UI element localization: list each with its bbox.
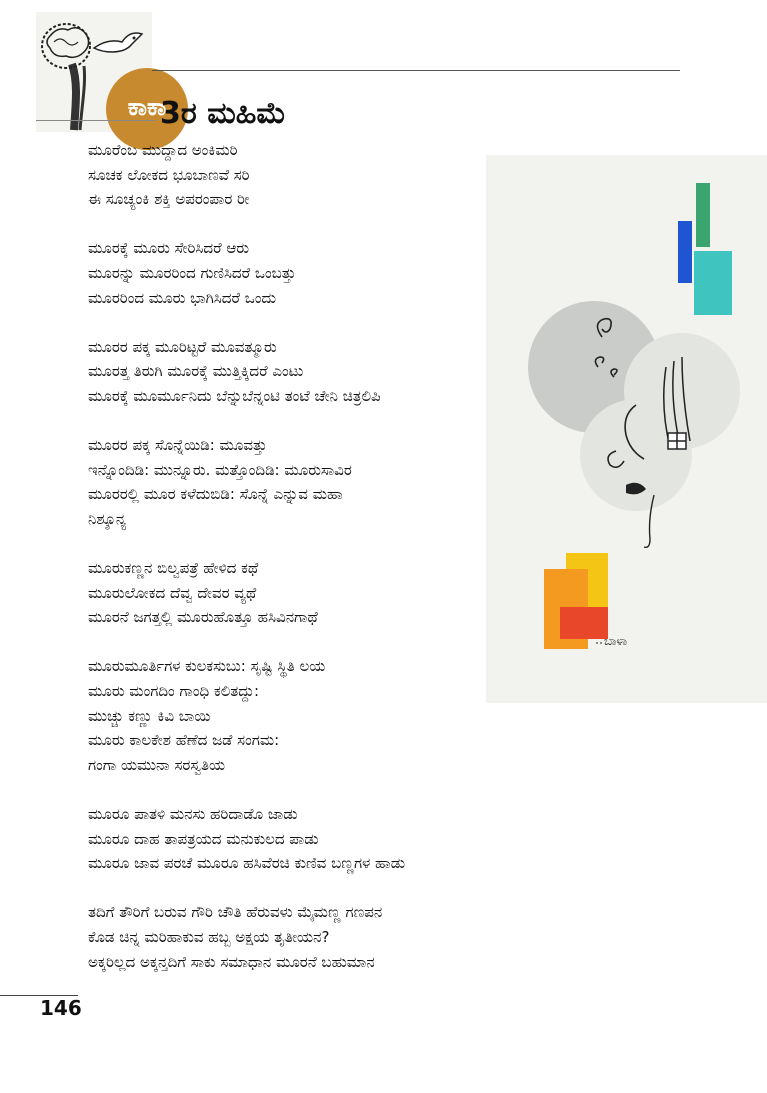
stanza: [88, 236, 518, 310]
artwork-panel: [486, 155, 767, 703]
poem-line: ಮೂರನ್ನು ಮೂರರಿಂದ ಗುಣಿಸಿದರೆ ಒಂಬತ್ತು: [88, 263, 296, 282]
poem-line: ಇನ್ನೊಂದಿಡಿ: ಮುನ್ನೂರು. ಮತ್ತೊಂದಿಡಿ: ಮೂರುಸಾವಿರ: [88, 460, 352, 479]
poem-line: ಸೂಚಕ ಲೋಕದ ಭೂಬಾಣವೆ ಸರಿ: [88, 165, 250, 184]
stanza: [88, 433, 518, 531]
poem-line: ಮೂರು ಮಂಗದಿಂ ಗಾಂಧಿ ಕಲಿತದ್ದು:: [88, 682, 260, 701]
poem-line: ಮೂರತ್ತ ತಿರುಗಿ ಮೂರಕ್ಕೆ ಮುತ್ತಿಕ್ಕಿದರೆ ಎಂಟು: [88, 362, 304, 381]
poem-line: ತದಿಗೆ ತೌರಿಗೆ ಬರುವ ಗೌರಿ ಚೌತಿ ಹೆರುವಳು ಮೈಮಣ್ಣ ಗಣಪನ: [88, 903, 383, 922]
teal-block: [694, 251, 732, 315]
poem-line: ಮೂರುಕಣ್ಣನ ಬಿಲ್ವಪತ್ರೆ ಹೇಳಿದ ಕಥೆ: [88, 559, 259, 578]
poem-line: ಗಂಗಾ ಯಮುನಾ ಸರಸ್ವತಿಯ: [88, 755, 226, 774]
page-number: 146: [40, 996, 82, 1020]
artist-signature: ಬಾಳಾ: [604, 634, 628, 648]
poem-line: ಮೂರರ ಪಕ್ಕ ಮೂರಿಟ್ಟರೆ ಮೂವತ್ಮೂರು: [88, 337, 277, 356]
poem-line: ಮೂರೂ ಪಾತಳಿ ಮನಸು ಹರಿದಾಡೊ ಜಾಡು: [88, 805, 298, 824]
poem-line: ಮುಚ್ಚು ಕಣ್ಣು ಕಿವಿ ಬಾಯಿ: [88, 706, 211, 725]
poem-line: ಮೂರರಲ್ಲಿ ಮೂರ ಕಳೆದುಬಿಡಿ: ಸೊನ್ನೆ ಎನ್ನುವ ಮಹಾ: [88, 485, 343, 504]
poem-line: ಮೂರುಲೋಕದ ದೆವ್ವ ದೇವರ ವ್ಯಥೆ: [88, 583, 257, 602]
stanza: [88, 900, 518, 974]
logo: [36, 12, 167, 132]
poem-line: ಅಕ್ಕರಿಲ್ಲದ ಅಕ್ಕನ್ತದಿಗೆ ಸಾಕು ಸಮಾಧಾನ ಮೂರನೆ ಬಹುಮಾನ: [88, 952, 375, 971]
blue-bar: [678, 221, 692, 283]
stanza: [88, 556, 518, 630]
stanza: [88, 654, 518, 777]
title-rule: [36, 120, 156, 121]
poem-line: ಮೂರೂ ಜಾವ ಪರಚೆ ಮೂರೂ ಹಸಿವೆರಚಿ ಕುಣಿವ ಬಣ್ಣಗಳ ಹಾಡು: [88, 854, 406, 873]
stanza: [88, 335, 518, 409]
poem-line: ಮೂರೂ ದಾಹ ತಾಪತ್ರಯದ ಮನುಕುಲದ ಪಾಡು: [88, 829, 319, 848]
poem-line: ಮೂರಕ್ಕೆ ಮೂರ್ಮೂನಿದು ಬೆನ್ನುಬೆನ್ನಂಟಿ ತಂಟೆ ಚೇನಿ ಚಿತ್ರಲಿಪಿ: [88, 386, 381, 405]
poem-line: ಮೂರೆಂಬ ಮುದ್ದಾದ ಅಂಕಿಮರಿ: [88, 141, 238, 159]
stanza: [88, 802, 518, 876]
poem-title: 3ರ ಮಹಿಮೆ: [160, 96, 287, 131]
red-block: [560, 607, 608, 639]
header-rule: [152, 70, 680, 71]
stanza: [88, 138, 518, 212]
poem-line: ಮೂರುಮೂರ್ತಿಗಳ ಕುಲಕಸುಬು: ಸೃಷ್ಟಿ ಸ್ಥಿತಿ ಲಯ: [88, 657, 326, 676]
poem-line: ಮೂರನೆ ಜಗತ್ತಲ್ಲಿ ಮೂರುಹೊತ್ತೂ ಹಸಿವಿನಗಾಥೆ: [88, 608, 318, 627]
poem-line: ಮೂರರಿಂದ ಮೂರು ಭಾಗಿಸಿದರೆ ಒಂದು: [88, 288, 276, 307]
poem-line: ಮೂರರ ಪಕ್ಕ ಸೊನ್ನೆಯಿಡಿ: ಮೂವತ್ತು: [88, 436, 267, 455]
poem-line: ಮೂರಕ್ಕೆ ಮೂರು ಸೇರಿಸಿದರೆ ಆರು: [88, 239, 249, 258]
abstract-artwork: [486, 155, 767, 703]
poem-line: ಈ ಸೂಚ್ಯಂಕಿ ಶಕ್ತಿ ಅಪರಂಪಾರ ರೀ: [88, 190, 250, 209]
poem-body: [88, 138, 518, 999]
green-bar: [696, 183, 710, 247]
logo-text: ಕಾಕಾ: [127, 92, 167, 121]
poem-line: ಕೊಡ ಚಿನ್ನ ಮರಿಹಾಕುವ ಹಬ್ಬ ಅಕ್ಷಯ ತೃತೀಯನ?: [88, 928, 330, 946]
poem-line: ನಿಶ್ಶೂನ್ಯ: [88, 509, 127, 528]
poem-line: ಮೂರು ಕಾಲಕೇಶ ಹೆಣೆದ ಜಡೆ ಸಂಗಮ:: [88, 731, 280, 750]
